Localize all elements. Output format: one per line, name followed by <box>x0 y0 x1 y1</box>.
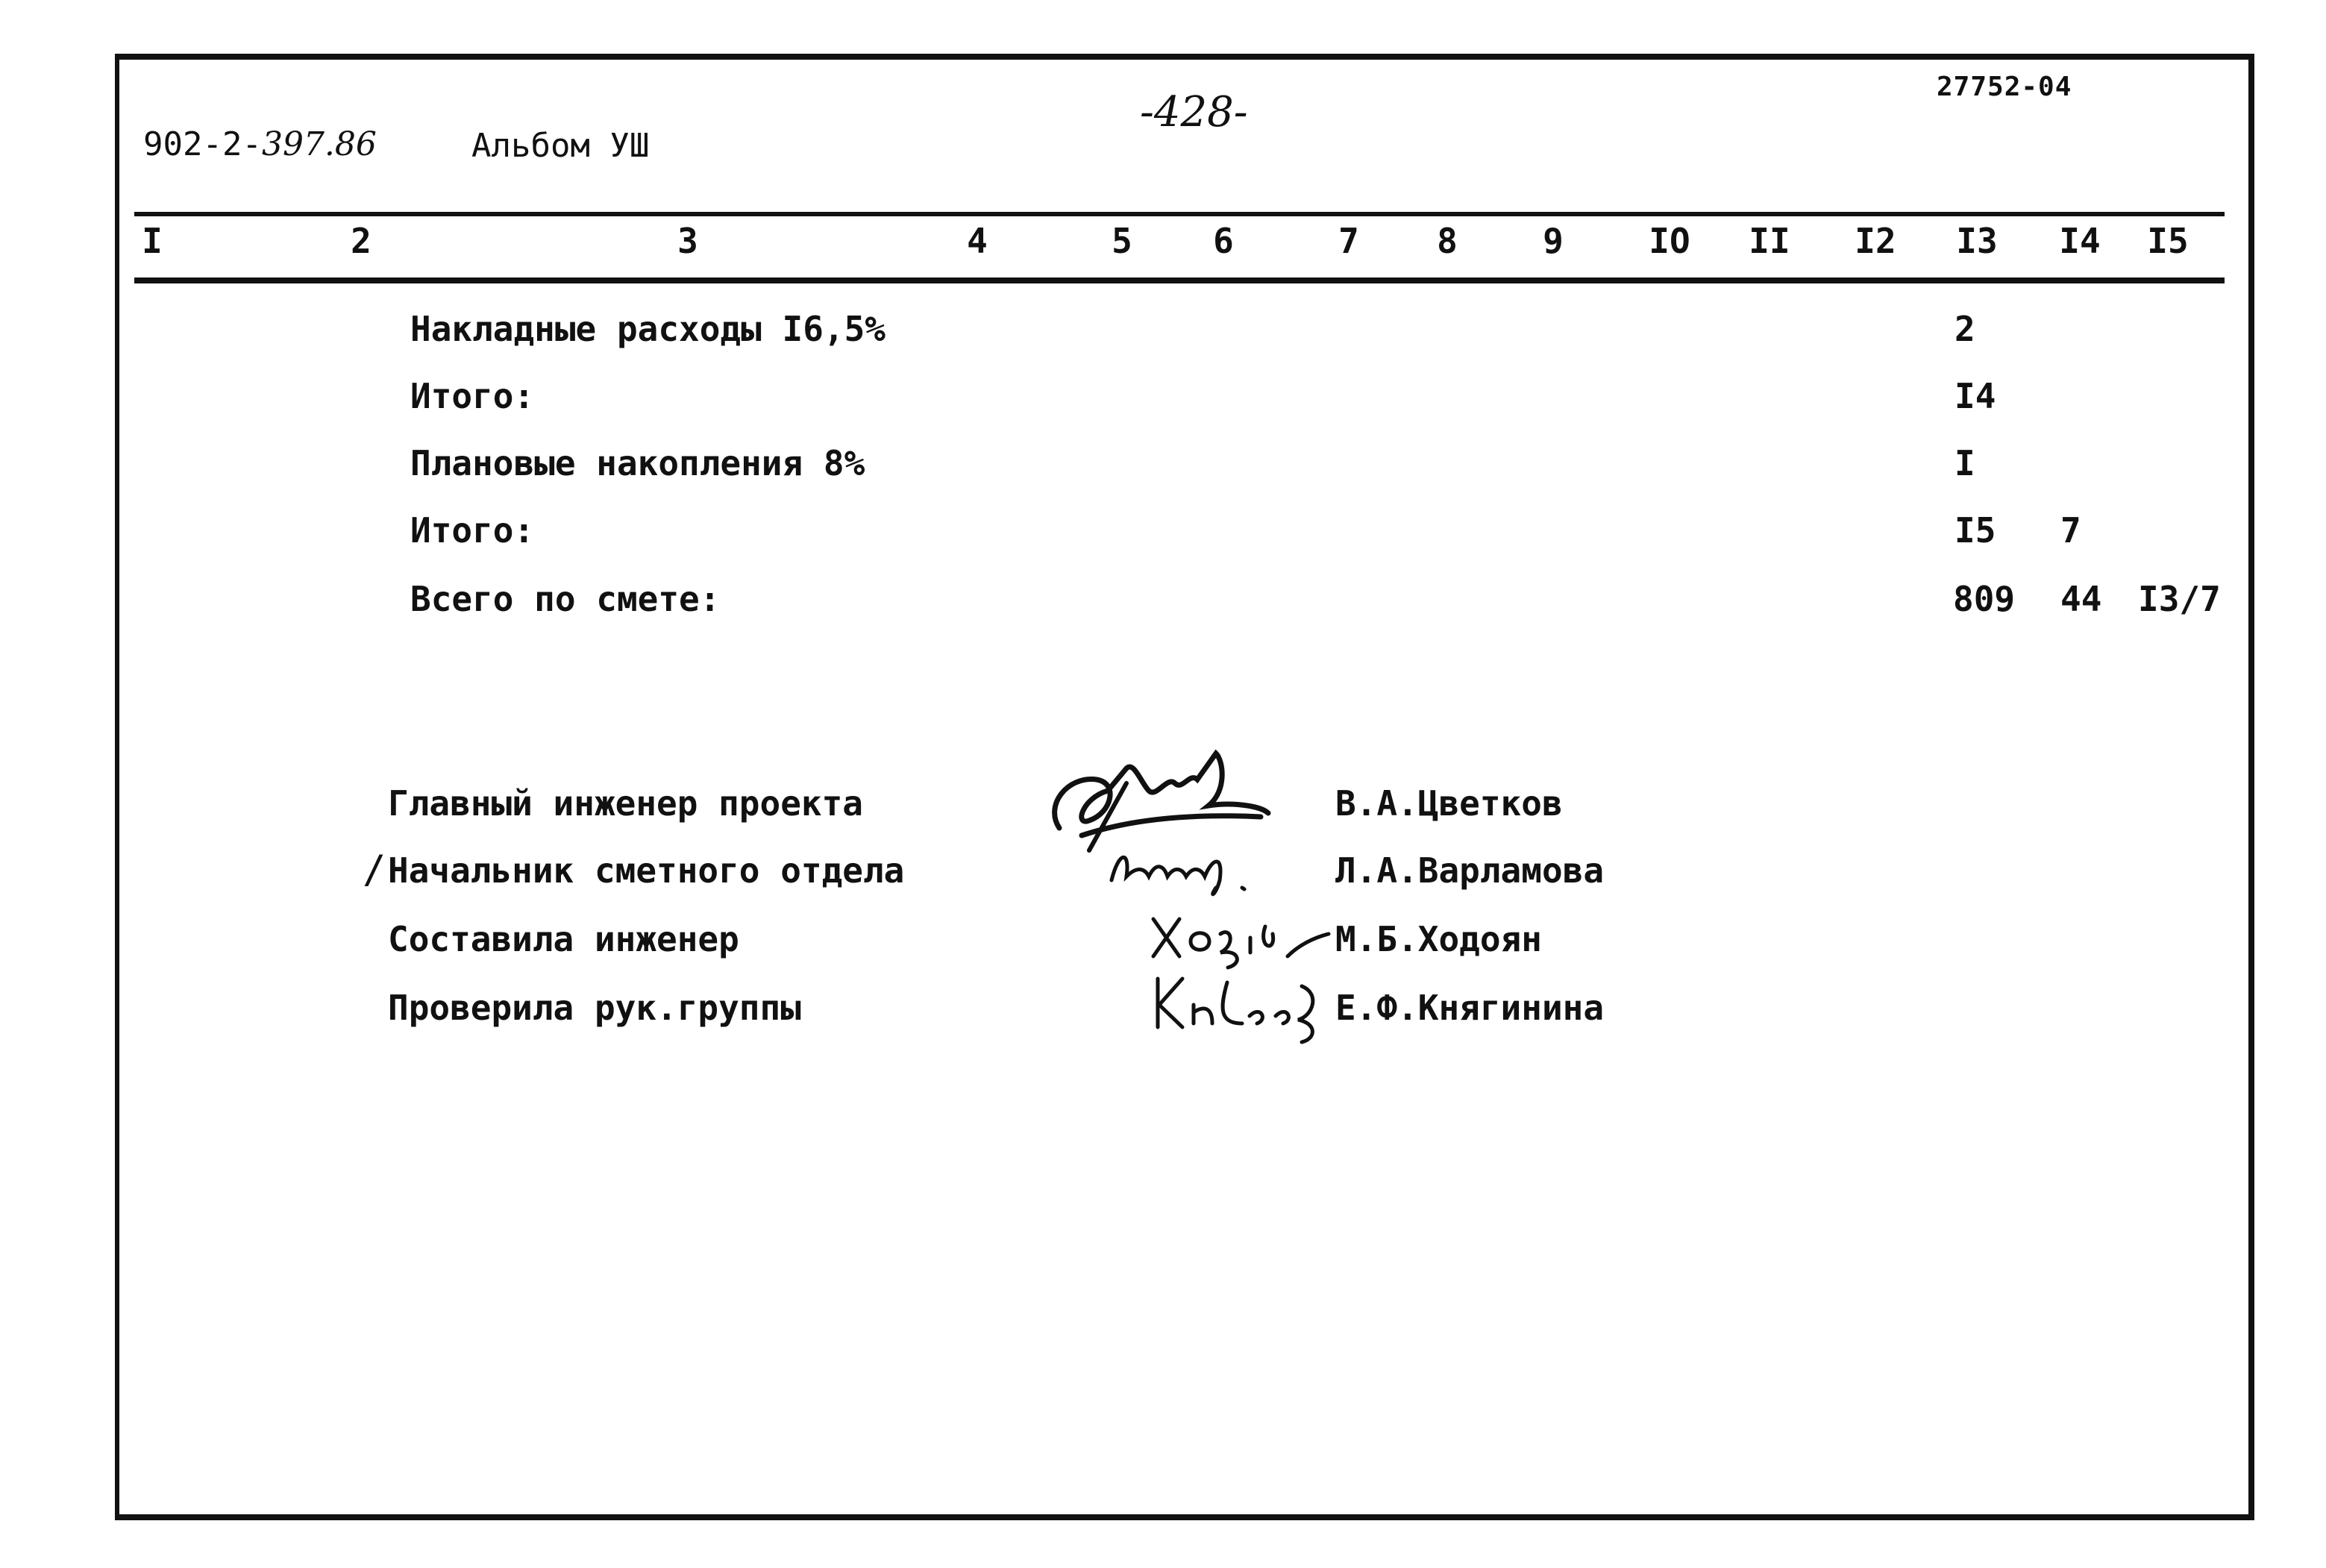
row-value-col13: 809 <box>1953 579 2016 619</box>
margin-tick-mark: / <box>363 847 386 892</box>
row-value-col13: I4 <box>1954 376 1996 416</box>
page-number: -428- <box>1140 88 1248 137</box>
column-number: 4 <box>967 221 988 261</box>
signature-title: Главный инженер проекта <box>388 783 863 824</box>
document-code-printed: 902-2- <box>143 125 262 163</box>
signature-title: Начальник сметного отдела <box>388 850 905 891</box>
column-number: 5 <box>1112 221 1132 261</box>
row-label: Накладные расходы I6,5% <box>410 309 885 349</box>
signature-mark-compiler <box>1146 904 1332 971</box>
row-value-col14: 7 <box>2060 510 2081 551</box>
column-number: 8 <box>1437 221 1458 261</box>
signature-title: Составила инженер <box>388 919 739 959</box>
row-value-col14: 44 <box>2060 579 2102 619</box>
document-code-handwritten: 397.86 <box>261 125 377 163</box>
stamp-number: 27752-04 <box>1937 72 2072 102</box>
row-label: Плановые накопления 8% <box>410 443 865 483</box>
header-bottom-rule <box>134 277 2225 283</box>
row-label: Итого: <box>410 510 535 551</box>
signature-title: Проверила рук.группы <box>388 988 801 1028</box>
signatory-name: Л.А.Варламова <box>1335 850 1605 891</box>
column-number: I3 <box>1956 221 1998 261</box>
column-number: IO <box>1649 221 1690 261</box>
column-number: 2 <box>351 221 372 261</box>
row-value-col13: I5 <box>1954 510 1996 551</box>
signatory-name: М.Б.Ходоян <box>1335 919 1542 959</box>
signatory-name: Е.Ф.Княгинина <box>1335 988 1605 1028</box>
document-code <box>143 125 377 163</box>
row-label: Итого: <box>410 376 535 416</box>
row-value-col15: I3/7 <box>2138 579 2221 619</box>
row-value-col13: I <box>1954 443 1975 483</box>
column-number: I2 <box>1855 221 1896 261</box>
column-number: I4 <box>2059 221 2101 261</box>
column-number: I <box>142 221 163 261</box>
column-number: I5 <box>2147 221 2189 261</box>
column-number: 3 <box>677 221 698 261</box>
row-label: Всего по смете: <box>410 579 721 619</box>
album-label: Альбом УШ <box>471 127 650 165</box>
signatory-name: В.А.Цветков <box>1335 783 1563 824</box>
column-number: II <box>1749 221 1790 261</box>
row-value-col13: 2 <box>1954 309 1975 349</box>
header-top-rule <box>134 212 2225 216</box>
column-number: 7 <box>1338 221 1359 261</box>
column-number: 6 <box>1213 221 1234 261</box>
signature-mark-estimates-head <box>1104 835 1291 903</box>
signature-mark-group-lead <box>1149 964 1328 1046</box>
column-number: 9 <box>1543 221 1564 261</box>
